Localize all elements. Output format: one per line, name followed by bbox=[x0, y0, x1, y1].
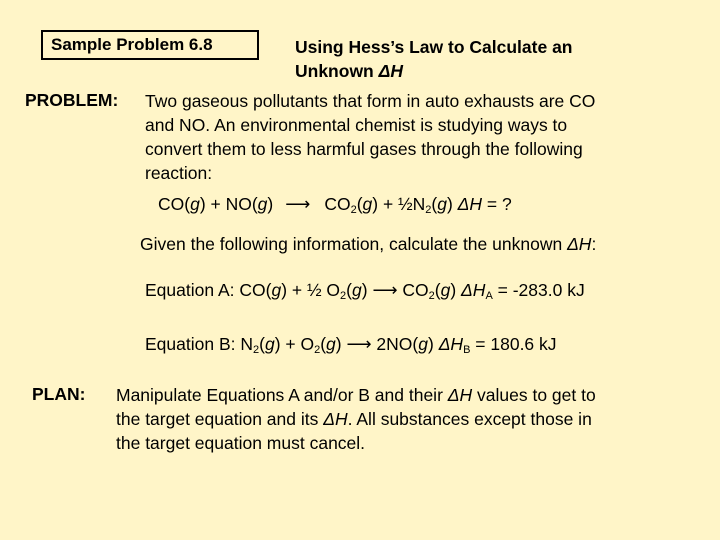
eq-state: g bbox=[264, 334, 275, 354]
eq-text: ) bbox=[335, 334, 347, 354]
title-delta-h: ΔH bbox=[378, 61, 403, 81]
equation-b bbox=[145, 332, 557, 356]
equation-a-value: = -283.0 kJ bbox=[492, 280, 585, 300]
eq-text: ) + ½N bbox=[372, 194, 426, 214]
plan-text bbox=[116, 383, 596, 455]
reaction-arrow-icon: ⟶ bbox=[346, 334, 372, 354]
reaction-arrow-icon: ⟶ bbox=[285, 194, 311, 214]
delta-h-symbol: ΔH bbox=[567, 234, 592, 254]
given-suffix: : bbox=[591, 234, 597, 254]
delta-h-symbol: ΔH bbox=[447, 385, 473, 405]
eq-state: g bbox=[326, 334, 336, 354]
eq-text: ) bbox=[361, 280, 373, 300]
eq-text: ) + O bbox=[274, 334, 315, 354]
title-line-2 bbox=[295, 59, 573, 83]
plan-text-part: the target equation and its bbox=[116, 409, 324, 429]
title-line-2-text: Unknown bbox=[295, 61, 379, 81]
eq-text: ) bbox=[446, 194, 458, 214]
eq-text: ) bbox=[267, 194, 274, 214]
eq-text: ( bbox=[346, 280, 352, 300]
eq-text: = ? bbox=[482, 194, 512, 214]
title-line-1: Using Hess’s Law to Calculate an bbox=[295, 37, 573, 57]
eq-text: ) bbox=[427, 334, 439, 354]
plan-line bbox=[116, 407, 596, 431]
eq-text: ) bbox=[450, 280, 462, 300]
eq-text: ) + ½ O bbox=[281, 280, 341, 300]
plan-line bbox=[116, 383, 596, 407]
plan-line: the target equation must cancel. bbox=[116, 433, 366, 453]
equation-a-label: Equation A: bbox=[145, 280, 240, 300]
equation-b-label: Equation B: bbox=[145, 334, 241, 354]
problem-line: reaction: bbox=[145, 163, 213, 183]
given-text bbox=[140, 232, 596, 256]
delta-h-symbol: ΔH bbox=[457, 194, 483, 214]
problem-label: PROBLEM: bbox=[25, 90, 119, 110]
eq-state: g bbox=[190, 194, 200, 214]
plan-text-part: values to get to bbox=[472, 385, 596, 405]
eq-subscript: A bbox=[485, 290, 493, 302]
eq-text: ( bbox=[259, 334, 265, 354]
target-equation bbox=[158, 192, 512, 216]
problem-line: and NO. An environmental chemist is studying ways to bbox=[145, 115, 568, 135]
plan-text-part: Manipulate Equations A and/or B and their bbox=[116, 385, 448, 405]
eq-text: CO bbox=[397, 280, 429, 300]
eq-subscript: 2 bbox=[350, 204, 357, 216]
eq-text: ( bbox=[320, 334, 327, 354]
eq-text: CO( bbox=[158, 194, 191, 214]
problem-line: Two gaseous pollutants that form in auto exhausts are CO bbox=[145, 91, 596, 111]
sample-problem-label: Sample Problem 6.8 bbox=[51, 35, 213, 54]
eq-state: g bbox=[352, 280, 362, 300]
delta-h-symbol: ΔH bbox=[323, 409, 348, 429]
eq-state: g bbox=[271, 280, 282, 300]
given-prefix: Given the following information, calculate the unknown bbox=[140, 234, 568, 254]
equation-a bbox=[145, 278, 585, 302]
eq-subscript: B bbox=[463, 344, 471, 356]
eq-text: ( bbox=[434, 280, 441, 300]
eq-subscript: 2 bbox=[425, 204, 432, 216]
eq-text: ( bbox=[431, 194, 438, 214]
eq-subscript: 2 bbox=[314, 344, 321, 356]
eq-state: g bbox=[362, 194, 373, 214]
eq-state: g bbox=[418, 334, 428, 354]
reaction-arrow-icon: ⟶ bbox=[372, 280, 398, 300]
problem-text bbox=[145, 89, 595, 185]
problem-line: convert them to less harmful gases through the following bbox=[145, 139, 583, 159]
sample-problem-box bbox=[41, 30, 259, 60]
eq-subscript: 2 bbox=[340, 290, 347, 302]
plan-label: PLAN: bbox=[32, 384, 86, 404]
eq-state: g bbox=[437, 194, 447, 214]
eq-subscript: 2 bbox=[253, 344, 260, 356]
eq-subscript: 2 bbox=[428, 290, 435, 302]
eq-text: CO bbox=[324, 194, 351, 214]
delta-h-symbol: ΔH bbox=[461, 280, 486, 300]
equation-b-value: = 180.6 kJ bbox=[470, 334, 557, 354]
problem-title bbox=[295, 35, 573, 83]
eq-text: ) + NO( bbox=[199, 194, 258, 214]
eq-text: 2NO( bbox=[371, 334, 419, 354]
plan-text-part: . All substances except those in bbox=[347, 409, 592, 429]
eq-state: g bbox=[257, 194, 268, 214]
delta-h-symbol: ΔH bbox=[438, 334, 464, 354]
eq-state: g bbox=[440, 280, 451, 300]
eq-text: CO( bbox=[239, 280, 272, 300]
eq-text: N bbox=[240, 334, 253, 354]
eq-text: ( bbox=[356, 194, 363, 214]
